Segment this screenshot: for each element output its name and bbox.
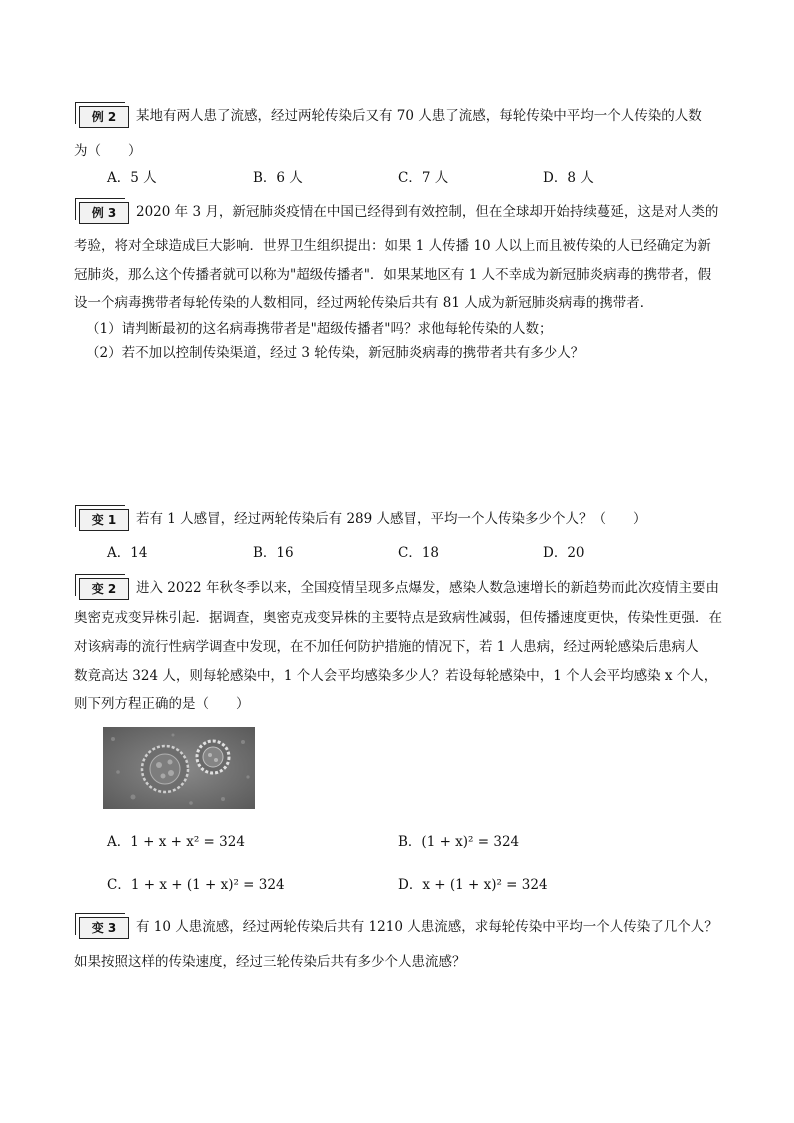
variant-2-option-b-equation: (1 + x)² = 324 — [421, 834, 520, 850]
variant-2-option-c — [107, 875, 285, 895]
example-2-tag: 例 2 — [79, 106, 129, 128]
variant-2-text-line5: 则下列方程正确的是（ ） — [74, 696, 250, 712]
variant-1-option-b: B．16 — [253, 545, 294, 561]
example-3-text-line1: 2020 年 3 月，新冠肺炎疫情在中国已经得到有效控制，但在全球却开始持续蔓延，这是对人类的 — [136, 204, 719, 220]
variant-2-text-line3: 对该病毒的流行性病学调查中发现，在不加任何防护措施的情况下，若 1 人患病，经过两轮感染后患病人 — [74, 639, 699, 655]
example-2-option-a: A．5 人 — [107, 170, 157, 186]
example-2-text-line1: 某地有两人患了流感，经过两轮传染后又有 70 人患了流感，每轮传染中平均一个人传染的人数 — [136, 108, 702, 124]
example-2-option-c: C．7 人 — [398, 170, 449, 186]
example-3-tag: 例 3 — [79, 202, 129, 224]
variant-1-text-line1: 若有 1 人感冒，经过两轮传染后有 289 人感冒，平均一个人传染多少个人？（ ） — [136, 511, 647, 527]
variant-3-text-line2: 如果按照这样的传染速度，经过三轮传染后共有多少个人患流感？ — [74, 954, 466, 970]
variant-2-option-d — [398, 875, 548, 895]
variant-2-text-line4: 数竟高达 324 人，则每轮感染中，1 个人会平均感染多少人？若设每轮感染中，1 个人会平均感染 x 个人， — [74, 668, 718, 684]
example-3-text-line3: 冠肺炎，那么这个传播者就可以称为"超级传播者"．如果某地区有 1 人不幸成为新冠肺炎病毒的携带者，假 — [74, 267, 712, 283]
variant-2-option-a-equation: 1 + x + x² = 324 — [130, 834, 245, 850]
variant-1-option-a: A．14 — [107, 545, 148, 561]
variant-2-text-line2: 奥密克戎变异株引起．据调查，奥密克戎变异株的主要特点是致病性减弱，但传播速度更快，传染性更强．在 — [74, 610, 722, 626]
variant-1-option-d: D．20 — [543, 545, 585, 561]
variant-2-option-d-label: D． — [398, 877, 423, 893]
variant-2-option-b-label: B． — [398, 834, 422, 850]
variant-2-option-a — [107, 832, 245, 852]
variant-1-tag: 变 1 — [79, 509, 129, 531]
variant-2-option-a-label: A． — [107, 834, 131, 850]
variant-2-option-b — [398, 832, 519, 852]
variant-2-option-c-label: C． — [107, 877, 131, 893]
example-2-option-b: B．6 人 — [253, 170, 303, 186]
variant-1-option-c: C．18 — [398, 545, 440, 561]
example-2-text-line2: 为（ ） — [74, 143, 142, 159]
variant-3-tag: 变 3 — [79, 917, 129, 939]
example-3-text-line4: 设一个病毒携带者每轮传染的人数相同，经过两轮传染后共有 81 人成为新冠肺炎病毒的携带者． — [74, 295, 654, 311]
variant-3-text-line1: 有 10 人患流感，经过两轮传染后共有 1210 人患流感，求每轮传染中平均一个人传染了几个人？ — [136, 919, 718, 935]
variant-2-text-line1: 进入 2022 年秋冬季以来，全国疫情呈现多点爆发，感染人数急速增长的新趋势而此次疫情主要由 — [136, 580, 719, 596]
variant-2-tag: 变 2 — [79, 578, 129, 600]
example-3-text-line2: 考验，将对全球造成巨大影响．世界卫生组织提出：如果 1 人传播 10 人以上而且被传染的人已经确定为新 — [74, 238, 711, 254]
example-3-question-1: （1）请判断最初的这名病毒携带者是"超级传播者"吗？求他每轮传染的人数； — [86, 321, 553, 337]
example-3-question-2: （2）若不加以控制传染渠道，经过 3 轮传染，新冠肺炎病毒的携带者共有多少人？ — [86, 345, 585, 361]
example-2-option-d: D．8 人 — [543, 170, 594, 186]
variant-2-option-d-equation: x + (1 + x)² = 324 — [422, 877, 548, 893]
virus-micrograph-image — [103, 727, 255, 809]
variant-2-option-c-equation: 1 + x + (1 + x)² = 324 — [130, 877, 285, 893]
